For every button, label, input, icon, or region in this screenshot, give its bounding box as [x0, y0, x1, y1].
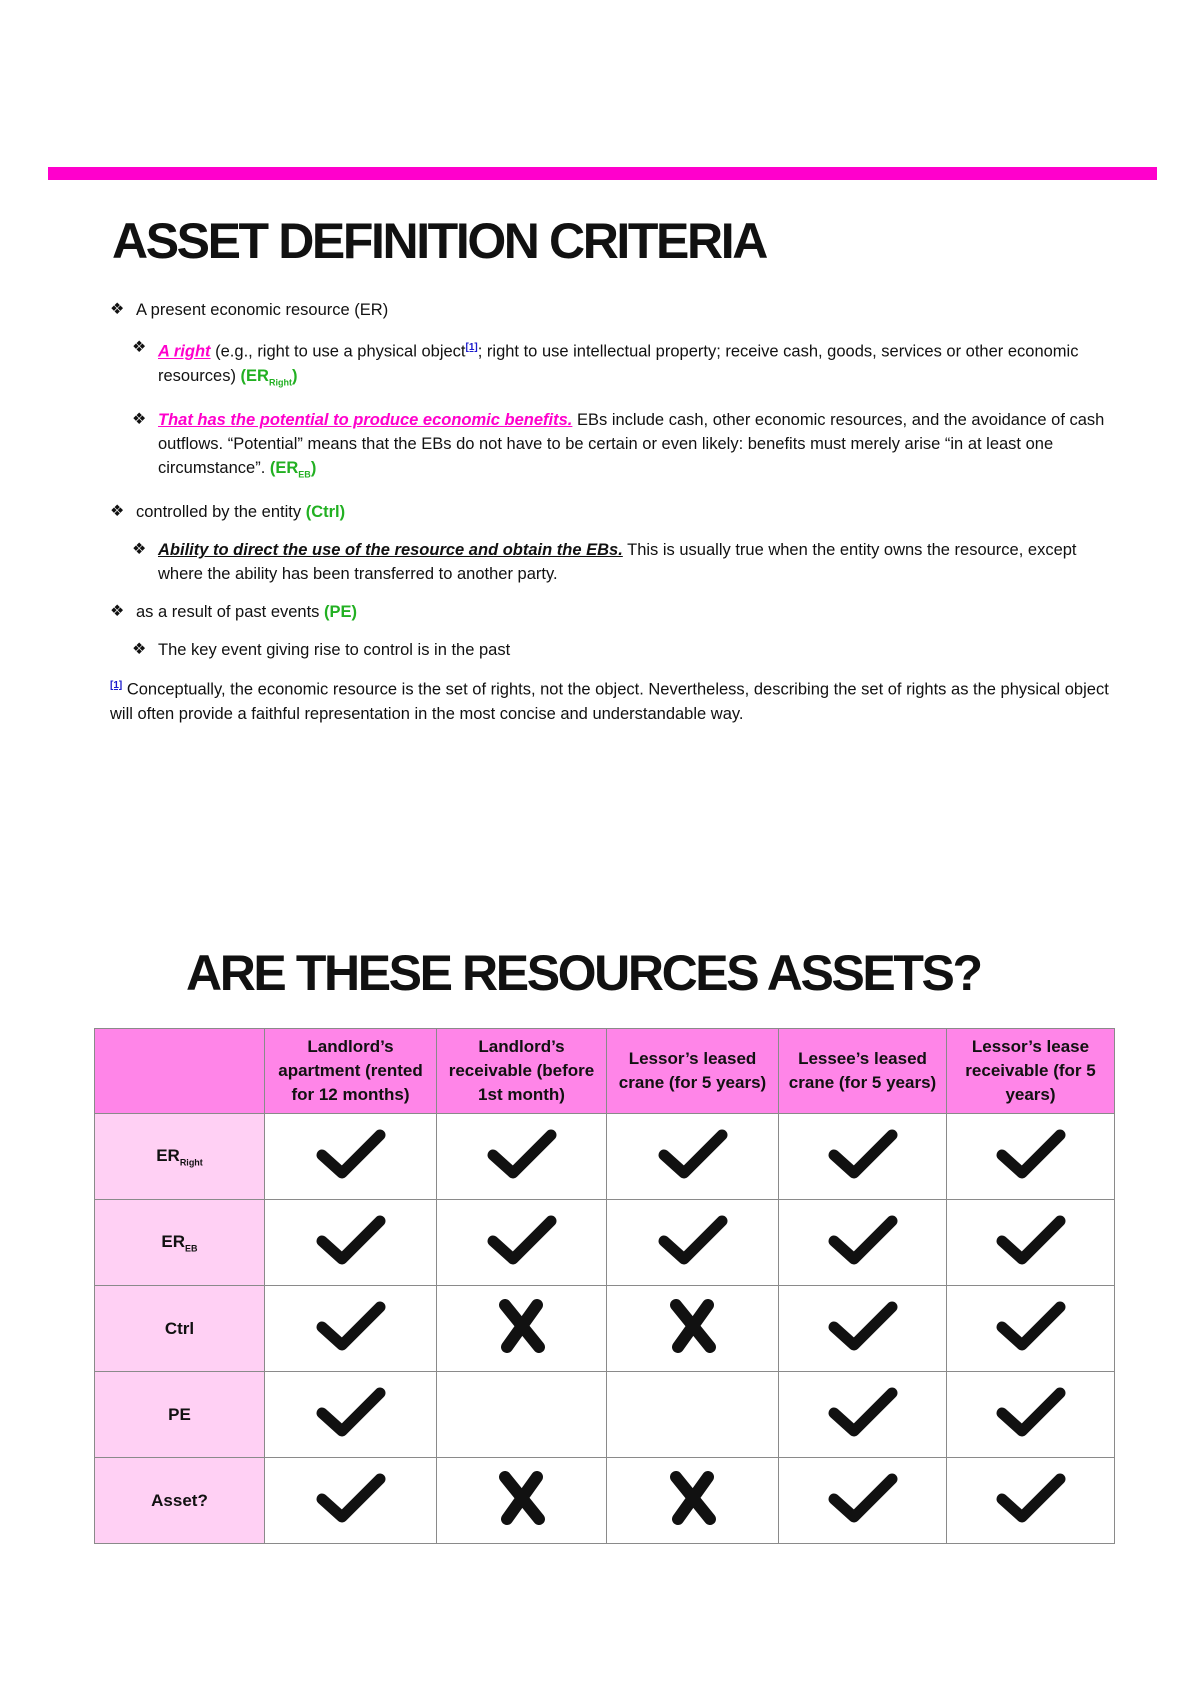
diamond-bullet-icon: ❖: [110, 301, 125, 318]
diamond-bullet-icon: ❖: [132, 641, 147, 659]
table-cell: [607, 1200, 779, 1286]
cross-icon: [487, 1299, 557, 1353]
bullet-controlled: ❖ controlled by the entity (Ctrl): [110, 500, 1110, 524]
table-cell: [947, 1200, 1115, 1286]
checkmark-icon: [316, 1299, 386, 1353]
bullet-ability-to-direct: ❖ Ability to direct the use of the resource and obtain the EBs. This is usually true when the entity owns the resource, except where the ability has been transferred to another party.: [110, 538, 1110, 586]
table-cell: [779, 1200, 947, 1286]
column-header: Lessor’s leased crane (for 5 years): [607, 1029, 779, 1114]
checkmark-icon: [487, 1127, 557, 1181]
column-header: Lessor’s lease receivable (for 5 years): [947, 1029, 1115, 1114]
pink-divider-rule: [48, 167, 1157, 180]
table-cell: [607, 1458, 779, 1544]
table-cell: [437, 1458, 607, 1544]
table-cell: [265, 1372, 437, 1458]
table-cell: [607, 1372, 779, 1458]
bullet-potential-economic-benefits: ❖ That has the potential to produce economic benefits. EBs include cash, other economic resources, and the avoidance of cash outflows. “Potential” means that the EBs do not have to be certain or even likely: benefits must merely arise “in at least one circumstance”. $(ER_{EB})$: [110, 408, 1110, 486]
bullet-a-right: ❖ A right (e.g., right to use a physical object[1]; right to use intellectual property; receive cash, goods, services or other economic resources) $(ER_{Right})$: [110, 336, 1110, 394]
criteria-list: [110, 298, 1110, 726]
checkmark-icon: [828, 1299, 898, 1353]
table-cell: [437, 1114, 607, 1200]
section-title-are-these-assets: ARE THESE RESOURCES ASSETS?: [186, 945, 981, 1001]
checkmark-icon: [487, 1213, 557, 1267]
table-row: [95, 1372, 1115, 1458]
footnote: [1] Conceptually, the economic resource is the set of rights, not the object. Nevertheless, describing the set of rights as the physical object will often provide a faithful representation in the most concise and understandable way.: [110, 680, 1109, 723]
table-cell: [607, 1114, 779, 1200]
assets-table: [94, 1028, 1115, 1544]
checkmark-icon: [828, 1127, 898, 1181]
table-row: [95, 1114, 1115, 1200]
footnote-marker[interactable]: [1]: [110, 680, 123, 692]
table-cell: [947, 1286, 1115, 1372]
column-header: Lessee’s leased crane (for 5 years): [779, 1029, 947, 1114]
table-cell: [265, 1458, 437, 1544]
tag-pe: (PE): [324, 603, 358, 622]
tag-er-eb: $(ER_{EB})$: [269, 458, 317, 480]
table-header-row: [95, 1029, 1115, 1114]
column-header: Landlord’s receivable (before 1st month): [437, 1029, 607, 1114]
table-row: [95, 1458, 1115, 1544]
table-cell: [779, 1286, 947, 1372]
row-header: PE: [95, 1372, 265, 1458]
footnote-ref[interactable]: [1]: [465, 342, 478, 353]
table-cell: [437, 1286, 607, 1372]
header-corner-cell: [95, 1029, 265, 1114]
row-header: Asset?: [95, 1458, 265, 1544]
checkmark-icon: [996, 1299, 1066, 1353]
checkmark-icon: [828, 1213, 898, 1267]
table-cell: [265, 1200, 437, 1286]
table-cell: [437, 1372, 607, 1458]
checkmark-icon: [658, 1127, 728, 1181]
table-cell: [265, 1286, 437, 1372]
row-header: $ER_{Right}$: [95, 1114, 265, 1200]
checkmark-icon: [996, 1471, 1066, 1525]
table-cell: [265, 1114, 437, 1200]
table-cell: [947, 1372, 1115, 1458]
column-header: Landlord’s apartment (rented for 12 months): [265, 1029, 437, 1114]
checkmark-icon: [828, 1385, 898, 1439]
checkmark-icon: [316, 1385, 386, 1439]
potential-benefits-link[interactable]: That has the potential to produce economic benefits.: [158, 410, 573, 429]
table-row: [95, 1286, 1115, 1372]
table-cell: [779, 1458, 947, 1544]
diamond-bullet-icon: ❖: [132, 410, 147, 428]
diamond-bullet-icon: ❖: [132, 339, 147, 356]
checkmark-icon: [996, 1385, 1066, 1439]
cross-icon: [658, 1471, 728, 1525]
bullet-key-event: ❖ The key event giving rise to control is in the past: [110, 638, 1110, 662]
row-header: Ctrl: [95, 1286, 265, 1372]
diamond-bullet-icon: ❖: [110, 603, 125, 621]
tag-er-right: $(ER_{Right})$: [240, 366, 298, 387]
checkmark-icon: [658, 1213, 728, 1267]
diamond-bullet-icon: ❖: [132, 541, 147, 559]
section-title-asset-definition: ASSET DEFINITION CRITERIA: [112, 213, 766, 269]
table-row: [95, 1200, 1115, 1286]
table-cell: [779, 1372, 947, 1458]
cross-icon: [487, 1471, 557, 1525]
row-header: $ER_{EB}$: [95, 1200, 265, 1286]
table-cell: [947, 1458, 1115, 1544]
table-cell: [607, 1286, 779, 1372]
table-cell: [947, 1114, 1115, 1200]
bullet-present-economic-resource: ❖ A present economic resource (ER): [110, 298, 1110, 322]
checkmark-icon: [316, 1471, 386, 1525]
a-right-link[interactable]: A right: [158, 342, 211, 361]
cross-icon: [658, 1299, 728, 1353]
ability-to-direct-text: Ability to direct the use of the resource and obtain the EBs.: [158, 541, 623, 560]
checkmark-icon: [996, 1127, 1066, 1181]
checkmark-icon: [316, 1127, 386, 1181]
checkmark-icon: [828, 1471, 898, 1525]
bullet-past-events: ❖ as a result of past events (PE): [110, 600, 1110, 624]
table-cell: [779, 1114, 947, 1200]
checkmark-icon: [996, 1213, 1066, 1267]
diamond-bullet-icon: ❖: [110, 503, 125, 521]
table-cell: [437, 1200, 607, 1286]
tag-ctrl: (Ctrl): [305, 503, 346, 522]
checkmark-icon: [316, 1213, 386, 1267]
